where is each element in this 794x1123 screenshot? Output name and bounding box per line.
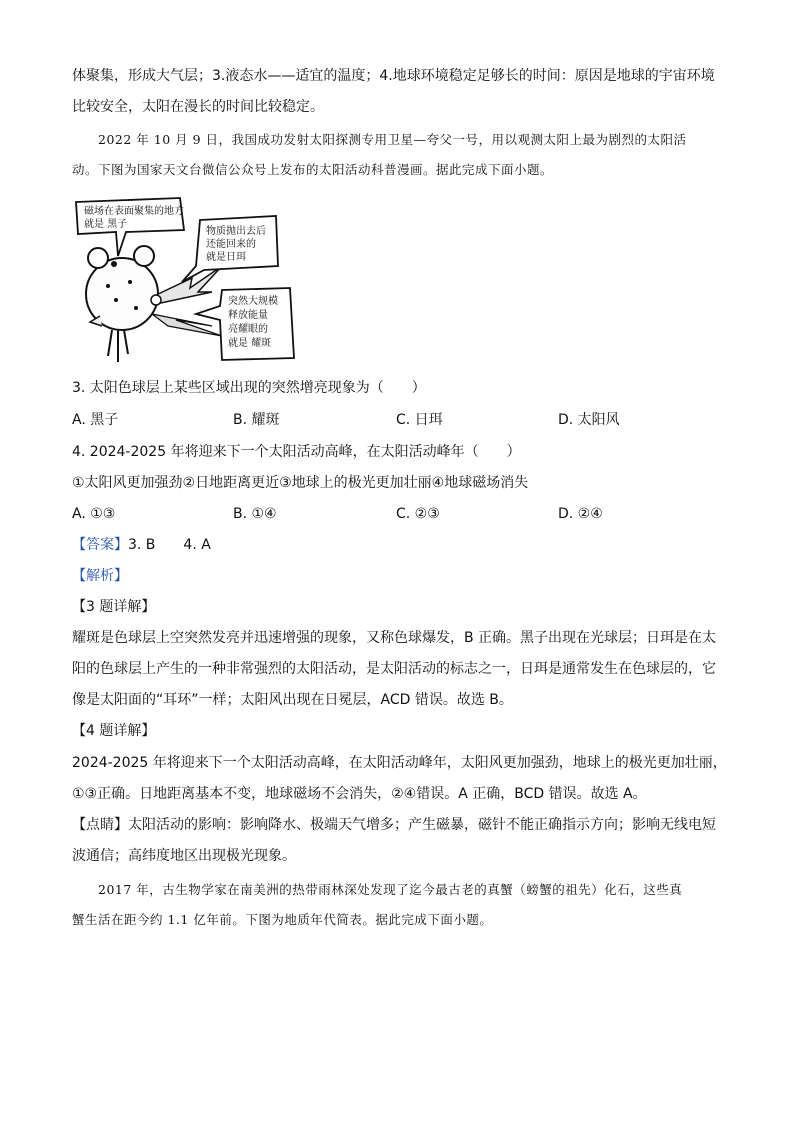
sun-ear-left xyxy=(88,248,108,268)
answer-value: 3. B 4. A xyxy=(128,537,211,553)
sun-cartoon-illustration xyxy=(72,196,298,364)
answer-line xyxy=(72,535,211,555)
detail3-line-2: 阳的色球层上产生的一种非常强烈的太阳活动，是太阳活动的标志之一，日珥是通常发生在色球层的，它 xyxy=(72,661,716,677)
detail3-line-1: 耀斑是色球层上空突然发亮并迅速增强的现象，又称色球爆发，B 正确。黑子出现在光球层；日珥是在太 xyxy=(72,630,717,646)
bubble1-line1: 磁场在表面聚集的地方 xyxy=(84,206,184,217)
q4-option-c: C. ②③ xyxy=(396,506,440,522)
q4-option-a: A. ①③ xyxy=(72,506,116,522)
sun-cartoon-figure xyxy=(72,196,298,364)
q3-option-a: A. 黑子 xyxy=(72,412,119,428)
detail4-label: 【4 题详解】 xyxy=(72,723,156,739)
answer-label: 【答案】 xyxy=(72,537,128,553)
tip-line-1 xyxy=(72,815,716,835)
bubble2-line3: 就是日珥 xyxy=(206,252,246,263)
bubble3-line2: 释放能量 xyxy=(228,310,268,321)
q3-stem: 3. 太阳色球层上某些区域出现的突然增亮现象为（ ） xyxy=(72,380,426,396)
detail4-line-1: 2024-2025 年将迎来下一个太阳活动高峰，在太阳活动峰年，太阳风更加强劲，地球上的极光更加壮丽， xyxy=(72,755,727,771)
material1-line-1: 2022 年 10 月 9 日，我国成功发射太阳探测专用卫星—夸父一号，用以观测太阳上最为剧烈的太阳活 xyxy=(98,132,687,147)
analysis-label: 【解析】 xyxy=(72,568,128,584)
intro-line-1: 体聚集，形成大气层；3.液态水——适宜的温度；4.地球环境稳定足够长的时间：原因是地球的宇宙环境 xyxy=(72,68,715,84)
q3-option-c: C. 日珥 xyxy=(396,412,443,428)
q4-option-d: D. ②④ xyxy=(558,506,603,522)
tip-line-2: 波通信；高纬度地区出现极光现象。 xyxy=(72,848,296,864)
detail3-label: 【3 题详解】 xyxy=(72,599,156,615)
q4-option-b: B. ①④ xyxy=(233,506,277,522)
tip-label: 【点睛】 xyxy=(72,817,128,833)
material1-line-2: 动。下图为国家天文台微信公众号上发布的太阳活动科普漫画。据此完成下面小题。 xyxy=(72,162,554,177)
detail3-line-3: 像是太阳面的“耳环”一样；太阳风出现在日冕层，ACD 错误。故选 B。 xyxy=(72,692,513,708)
bubble1-line2: 就是 黑子 xyxy=(84,219,128,230)
bubble2-line2: 还能回来的 xyxy=(206,239,256,250)
sunspot-mark xyxy=(111,261,117,267)
bubble2-line1: 物质抛出去后 xyxy=(206,226,266,237)
q4-stem: 4. 2024-2025 年将迎来下一个太阳活动高峰，在太阳活动峰年（ ） xyxy=(72,444,521,460)
bubble3-line1: 突然大规模 xyxy=(228,296,278,307)
bubble3-line3: 亮耀眼的 xyxy=(228,324,268,335)
sun-ear-right xyxy=(134,246,154,266)
material2-line-2: 蟹生活在距今约 1.1 亿年前。下图为地质年代简表。据此完成下面小题。 xyxy=(72,912,493,927)
q3-option-d: D. 太阳风 xyxy=(558,412,620,428)
q4-items: ①太阳风更加强劲②日地距离更近③地球上的极光更加壮丽④地球磁场消失 xyxy=(72,475,529,491)
q3-option-b: B. 耀斑 xyxy=(233,412,280,428)
bubble3-line4: 就是 耀斑 xyxy=(228,338,272,349)
intro-line-2: 比较安全，太阳在漫长的时间比较稳定。 xyxy=(72,99,324,115)
material2-line-1: 2017 年，古生物学家在南美洲的热带雨林深处发现了迄今最古老的真蟹（螃蟹的祖先）化石，这些真 xyxy=(98,882,683,897)
tip-text-1: 太阳活动的影响：影响降水、极端天气增多；产生磁暴，磁针不能正确指示方向；影响无线电短 xyxy=(128,817,716,833)
detail4-line-2: ①③正确。日地距离基本不变，地球磁场不会消失，②④错误。A 正确，BCD 错误。故选 A。 xyxy=(72,786,647,802)
